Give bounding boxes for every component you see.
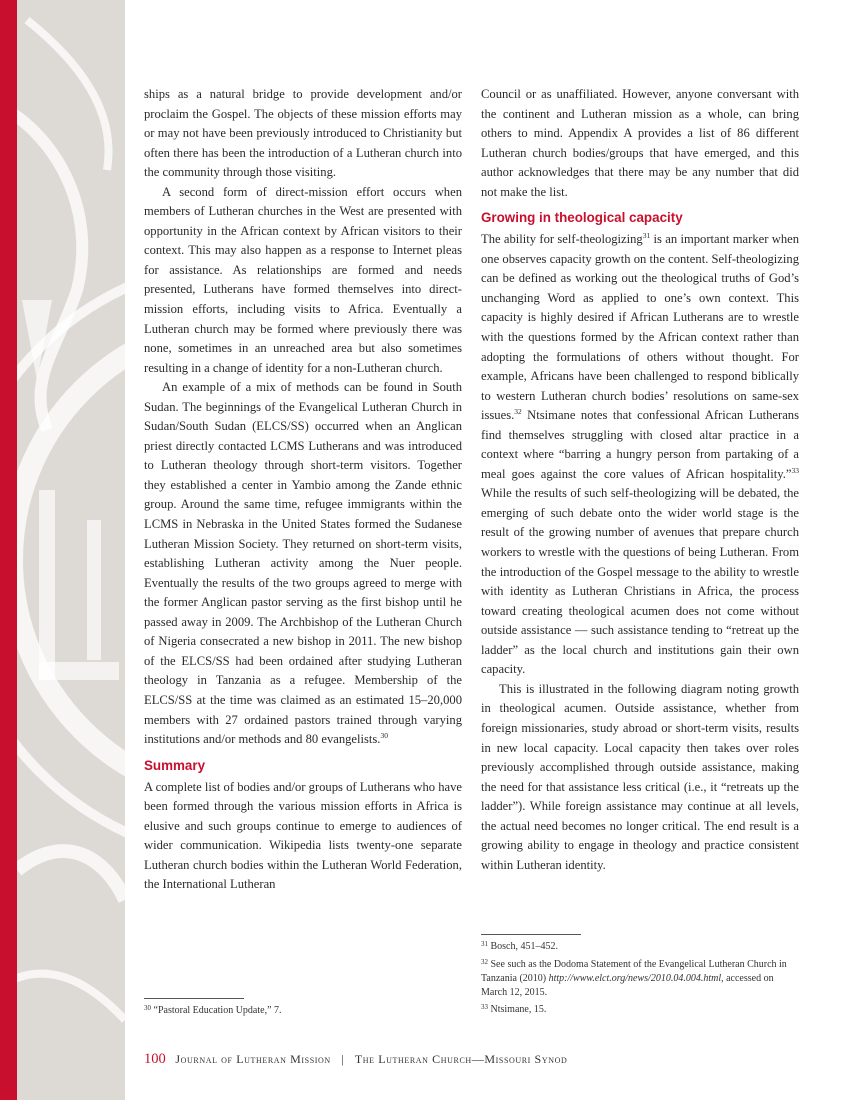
heading-theological-capacity: Growing in theological capacity: [481, 210, 683, 226]
footnote-32-url[interactable]: http://www.elct.org/news/2010.04.004.html: [548, 973, 722, 984]
page-number: 100: [144, 1051, 166, 1067]
footnote-ref-32: 32: [514, 407, 522, 417]
footnote-31: [481, 940, 799, 954]
right-paragraph-2-part-a: The ability for self-theologizing: [481, 232, 643, 247]
footnote-33-number: 33: [481, 1003, 488, 1011]
footnote-32: [481, 958, 799, 1000]
heading-summary: Summary: [144, 757, 206, 773]
left-column: [144, 85, 462, 895]
footnote-ref-31: 31: [642, 231, 651, 241]
footer-separator: |: [341, 1052, 345, 1066]
footnote-30-number: 30: [144, 1004, 151, 1012]
decorative-seal-graphic: [17, 0, 125, 1100]
right-paragraph-2-part-b: is an important marker when one observes capacity growth on the content. Self-theologizing can be defined as working out the theological truths of God’s unchanging Word as applied to one’s own context. This capacity is highly desired if African Lutherans are to wrestle with the questions formed by the African context rather than adopting the formulations of others without thought. For example, Africans have been challenged to respond biblically to western Lutheran church bodies’ resolutions on same-sex issues.: [481, 232, 799, 423]
left-paragraph-4: A complete list of bodies and/or groups of Lutherans who have been formed through the various mission efforts in Africa is elusive and such groups continue to emerge to audiences of wider communication. Wikipedia lists twenty-one separate Lutheran church bodies within the Lutheran World Federation, the International Lutheran: [144, 779, 462, 892]
right-paragraph-1: Council or as unaffiliated. However, anyone conversant with the continent and Lutheran mission as a whole, can bring others to mind. Appendix A provides a list of 86 different Lutheran church bodies/groups that have emerged, and this author acknowledges that there may be any number that did not make the list.: [481, 87, 799, 199]
right-paragraph-2: [481, 230, 799, 680]
footnote-30: [144, 1004, 462, 1018]
journal-title: Journal of Lutheran Mission: [175, 1052, 331, 1066]
footnote-33: [481, 1003, 799, 1017]
right-paragraph-2-part-d: While the results of such self-theologizing will be debated, the emerging of such debate onto the wider world stage is the result of the growing number of avenues that prepare church workers to wrestle with the questions of being Lutheran. From the introduction of the Gospel message to the ability to wrestle with identity as Lutheran Christians in Africa, the process toward creating theological acumen does not come without outside assistance — such assistance tending to “retreat up the ladder” as the local church and institutions gain their own capacity.: [481, 486, 799, 677]
footnote-32-number: 32: [481, 958, 488, 966]
sidebar-red-band: [0, 0, 17, 1100]
right-paragraph-2-part-c: Ntsimane notes that confessional African Lutherans find themselves struggling with closed altar practice in a context where “barring a hungry person from partaking of a meal goes against the core values of African hospitality.”: [481, 408, 799, 481]
sidebar-decorative-panel: [17, 0, 125, 1100]
footnote-32-tail: , accessed on March 12, 2015.: [481, 973, 774, 998]
left-paragraph-3-text: An example of a mix of methods can be found in South Sudan. The beginnings of the Evangelical Lutheran Church in Sudan/South Sudan (ELCS/SS) occurred when an Anglican priest directly contacted LCMS Lutherans and was introduced to Lutheran theology through short-term visitors. Together they established a center in Yambio among the Zande ethnic group. Around the same time, refugee immigrants within the LCMS in Nebraska in the United States formed the Sudanese Lutheran Mission Society. They returned on short-term visits, establishing Lutheran activity among the Nuer people. Eventually the results of the two groups agreed to merge with the former Anglican pastor serving as the first bishop until he passed away in 2009. The Archbishop of the Lutheran Church of Nigeria consecrated a new bishop in 2011. The new bishop of the ELCS/SS had been ordained after studying Lutheran theology in Tanzania as a refugee. Membership of the ELCS/SS at the time was claimed as an estimated 15–20,000 members with 27 ordained pastors trained through varying institutions and/or methods and 80 evangelists.: [144, 380, 462, 747]
footnote-32-text: See such as the Dodoma Statement of the Evangelical Lutheran Church in Tanzania (2010): [481, 959, 787, 984]
footnote-31-number: 31: [481, 940, 488, 948]
footnote-30-text: “Pastoral Education Update,” 7.: [151, 1005, 282, 1016]
footnote-31-text: Bosch, 451–452.: [488, 941, 558, 952]
right-column: [481, 85, 799, 875]
footnote-rule-left: [144, 998, 244, 999]
footnote-ref-30: 30: [380, 731, 388, 741]
left-paragraph-3: [144, 378, 462, 749]
right-paragraph-3: This is illustrated in the following diagram noting growth in theological acumen. Outside assistance, whether from foreign missionaries, study abroad or short-term visits, results in new local capacity. Local capacity then takes over roles previously accomplished through outside assistance, making the need for that assistance less critical (i.e., it “retreats up the ladder”). While foreign assistance may continue at all levels, the actual need becomes no longer critical. The end result is a growing ability to engage in theology and practice consistent within Lutheran identity.: [481, 681, 799, 872]
footnote-ref-33: 33: [791, 465, 799, 475]
footnote-33-text: Ntsimane, 15.: [488, 1004, 547, 1015]
left-paragraph-2: A second form of direct-mission effort occurs when members of Lutheran churches in the West are presented with opportunity in the African context by African visitors to their context. This may also happen as a response to Internet pleas for assistance. As relationships are formed and needs presented, Lutherans have formed themselves into direct-mission efforts, including visits to Africa. Eventually a Lutheran church may be formed where previously there was none, sometimes in an unreached area but also sometimes resulting in a change of identity for a non-Lutheran church.: [144, 184, 462, 375]
footnote-rule-right: [481, 934, 581, 935]
left-paragraph-1: ships as a natural bridge to provide development and/or proclaim the Gospel. The objects of these mission efforts may or may not have been previously introduced to Christianity but often there has been the introduction of a Lutheran church into the community through those visiting.: [144, 87, 462, 180]
publisher-name: The Lutheran Church—Missouri Synod: [354, 1052, 568, 1066]
page-footer: [144, 1051, 567, 1068]
